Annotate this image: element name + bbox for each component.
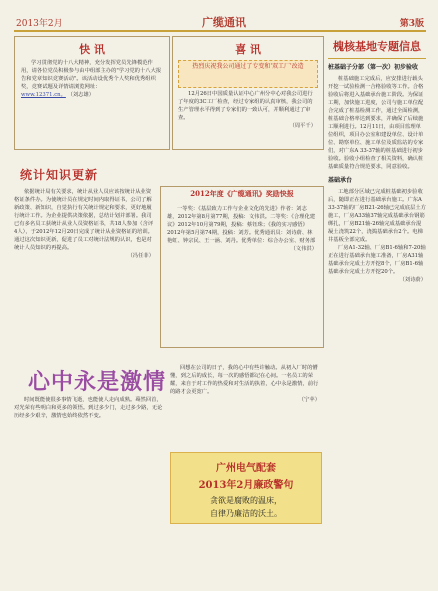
tongji-body — [14, 188, 154, 260]
xin-title: 心中永是激情 — [28, 369, 167, 395]
banner-line-2: 2013年2月廉政警句 — [198, 480, 294, 491]
jiangli-title: 2012年度《广缆通讯》奖励快报 — [190, 189, 294, 198]
xin-text-1: 时间既能使很多事情飞逝，也能使人走向成熟。蓦然回首，对光荣有些明白和更多的领悟。到过多少门，走过多少路，无论历经多少艰辛，激情也始终依然不变。 — [14, 397, 163, 419]
header-title: 广缆通讯 — [202, 16, 246, 29]
kuaixun-author: （刘志雄） — [67, 92, 95, 98]
xixun-highlight: 热烈庆祝我公司通过了专变和'双工厂'改造 — [178, 60, 318, 88]
lianzheng-banner — [170, 452, 322, 524]
kuaixun-title: 快 讯 — [79, 43, 105, 56]
tongji-text: 依据统计局有关要求，统计从业人员应该按统计从业资格证条件办。为使统计员在规定时间内取得证书，公司了解新政策、新知识，自觉执行有关统计规定和要求，更好地履行统计工作。为企业提供决策依据，总结计划并部署。我司已有多名员工获统计从业人员资格证书，共18人参加（含评4人），于2012年12月20日完成了统计从业资格证的培训。通过这次知识更新，促进了员工对统计法规的认识，也是对统计人员知识的再提高。 — [14, 189, 154, 251]
banner-line-4: 自律乃廉洁的沃土。 — [210, 509, 282, 518]
header-page-number: 第3版 — [399, 19, 424, 29]
right-author: （刘诗蔚） — [399, 277, 426, 283]
right-column-title: 槐核基地专题信息 — [328, 36, 426, 59]
xixun-author: （周平千） — [289, 123, 316, 129]
jiangli-text: 一等奖：《基层致力工作与企业文化的先进》作者：刘志雄，2012年第8月第77期，投稿：文伟洪。二等奖：《合理化建议》2012年10月第79期，投稿：蔡钰珠；《我的实习感悟》2012年第5月第74期，投稿：刘芳。优秀通讯员：刘诗蔚、林艳虹、钟宗民、王一涵、刘丹。优秀单位：综合办公室、财务部 — [167, 206, 316, 244]
page-header — [14, 12, 426, 32]
kuaixun-box — [14, 36, 170, 150]
right-text-3: 厂房A1-32轴、厂房B1-6轴和7-20轴正在进行基础承台施工准备，厂房A31轴基础承台完成土方开挖8个，厂房B1-6轴基础承台完成土方开挖20个。 — [328, 245, 426, 275]
kuaixun-url-link[interactable]: www.12371.cn。 — [21, 92, 66, 98]
banner-line-3: 贪欲是腐败的温床， — [210, 496, 282, 505]
xixun-body — [178, 90, 316, 146]
jiangli-body — [167, 205, 317, 253]
tongji-author: （冯任菲） — [127, 253, 154, 259]
xixun-title: 喜 讯 — [235, 43, 261, 56]
right-text-1: 桩基础施工完成后，应安排进行载头开挖一试验检测一合格验收等工作。合格验收后将进入基础承台施工阶段。为保证工期，加快施工进度，公司与施工单位配合完成了桩基检测工作，通过全面检测，桩基础合格率达到要求，并确保了后续施工顺利进行。12月11日，由项目监理单位组织，项目办公室和建设单位、设计单位、勘察单位、施工单位及质监站的专家们，对广东A 33-37轴的桩基础进行初步验收。验收小组检查了相关资料，确认桩基础质量符合规范要求，同意验收。 — [328, 76, 424, 170]
header-date: 2013年2月 — [16, 19, 63, 29]
kuaixun-body — [21, 59, 163, 99]
banner-line-1: 广州电气配套 — [216, 463, 276, 474]
right-column — [328, 36, 426, 584]
jiangli-author: （文伟洪） — [290, 246, 317, 252]
right-column-body — [328, 64, 426, 584]
xin-body — [14, 396, 164, 582]
xin-text-2: 回想在公司的日子，我的心中有些许触动。从初入厂时的懵懂，到之后的成长，每一次的感悟都记在心间。一名员工的荣耀，来自于对工作的热爱和对生活的执着，心中永是激情，前行的路才会更宽广。 — [170, 365, 319, 395]
tongji-heading: 统计知识更新 — [20, 168, 99, 182]
right-text-2: 工地部分区域已完成桩基础初步验收后，随即正在进行基础承台施工。广东A 33-37轴的厂房B21-26轴已完成底层土方施工，厂房A33轴37轴完成基础承台钢筋绑扎，厂房B21轴-26轴完成基础承台混凝土浇筑22个，浇捣基础承台2个。电梯井基板全部完成。 — [328, 189, 426, 243]
kuaixun-text: 学习贯彻党的十八大精神，充分发挥党员先锋模范作用，请各位党员积极参与由中组部主办的"学习党的十八大报告和党章知识竞赛活动"。该活动设优秀个人奖和优秀组织奖，竞赛试题及详情请浏览网址： — [21, 60, 162, 90]
xin-author: （宁苹） — [298, 397, 320, 403]
tongji-box — [14, 180, 154, 352]
xixun-text: 12月26日中国质量认证中心广州分中心对我公司进行了年度的3C工厂检查，经过专家组的认真审核，我公司的生产管理水平得到了专家们的一致认可，并顺利通过了审查。 — [178, 91, 313, 121]
right-sub-heading-2: 基础承台 — [328, 177, 353, 184]
right-sub-heading-1: 桩基础子分部（第一次）初步验收 — [328, 64, 419, 71]
jiangli-box — [160, 186, 324, 348]
xin-body-continued — [170, 364, 320, 448]
